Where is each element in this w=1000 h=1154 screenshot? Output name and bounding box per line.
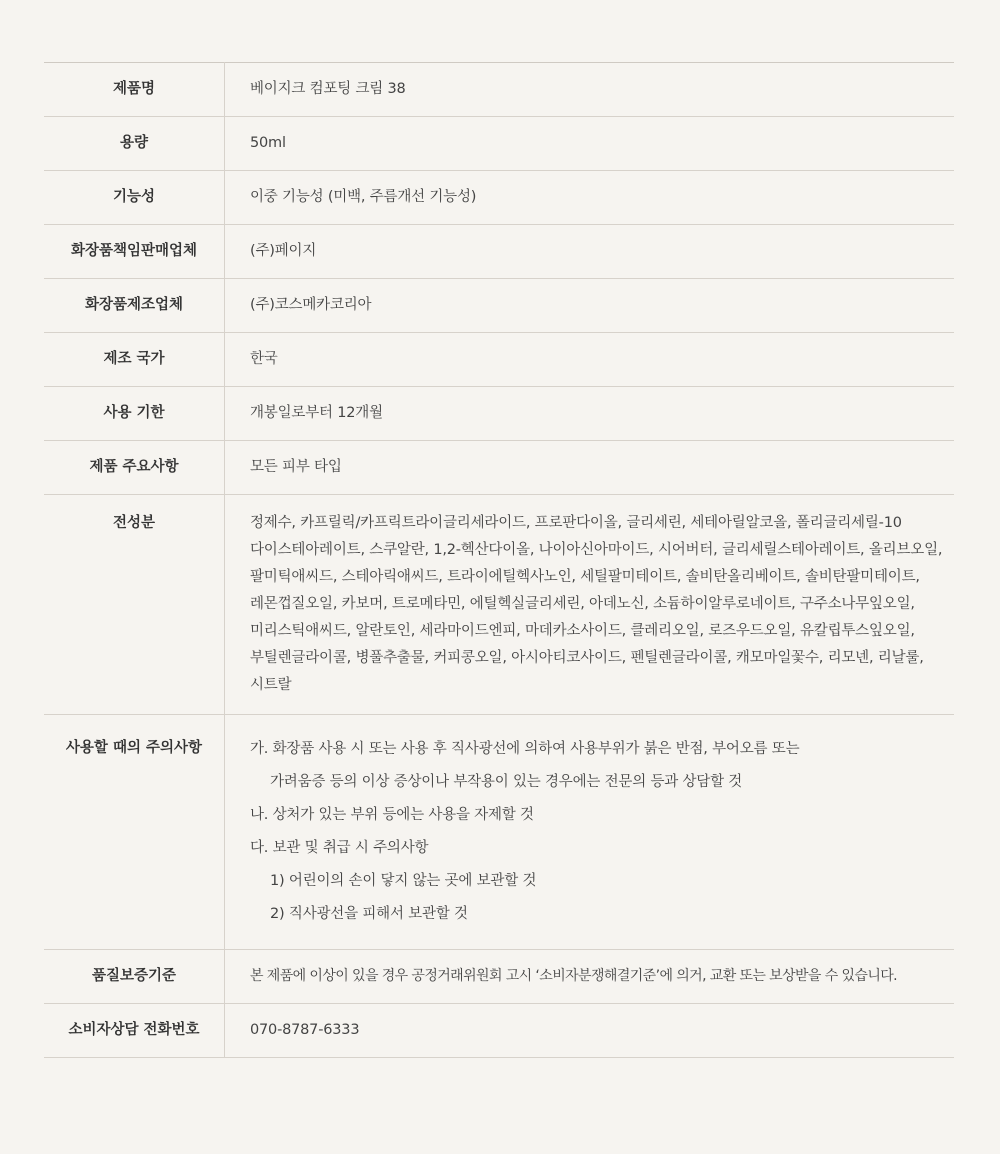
caution-line: 2) 직사광선을 피해서 보관할 것 xyxy=(270,906,468,922)
row-volume xyxy=(44,117,954,171)
caution-line: 나. 상처가 있는 부위 등에는 사용을 자제할 것 xyxy=(250,807,534,823)
label-volume: 용량 xyxy=(44,117,225,171)
value-quality: 본 제품에 이상이 있을 경우 공정거래위원회 고시 ‘소비자분쟁해결기준’에 의거, 교환 또는 보상받을 수 있습니다. xyxy=(225,950,955,1004)
label-product-name: 제품명 xyxy=(44,63,225,117)
value-expiry: 개봉일로부터 12개월 xyxy=(225,387,955,441)
label-country: 제조 국가 xyxy=(44,333,225,387)
row-country xyxy=(44,333,954,387)
caution-line: 가려움증 등의 이상 증상이나 부작용이 있는 경우에는 전문의 등과 상담할 것 xyxy=(270,774,743,790)
value-caution xyxy=(225,715,955,950)
value-volume: 50ml xyxy=(225,117,955,171)
label-seller: 화장품책임판매업체 xyxy=(44,225,225,279)
row-quality xyxy=(44,950,954,1004)
caution-line: 1) 어린이의 손이 닿지 않는 곳에 보관할 것 xyxy=(270,873,537,889)
row-ingredients xyxy=(44,495,954,715)
caution-line: 다. 보관 및 취급 시 주의사항 xyxy=(250,840,429,856)
value-product-name: 베이지크 컴포팅 크림 38 xyxy=(225,63,955,117)
value-seller: (주)페이지 xyxy=(225,225,955,279)
caution-line: 가. 화장품 사용 시 또는 사용 후 직사광선에 의하여 사용부위가 붉은 반점, 부어오름 또는 xyxy=(250,741,800,757)
value-country: 한국 xyxy=(225,333,955,387)
row-skin-type xyxy=(44,441,954,495)
label-quality: 품질보증기준 xyxy=(44,950,225,1004)
product-info-table xyxy=(44,62,954,1058)
ingredients-line: 다이스테아레이트, 스쿠알란, 1,2-헥산다이올, 나이아신아마이드, 시어버터, 글리세릴스테아레이트, 올리브오일, xyxy=(250,542,943,558)
ingredients-line: 시트랄 xyxy=(250,677,292,693)
ingredients-line: 미리스틱애씨드, 알란토인, 세라마이드엔피, 마데카소사이드, 클레리오일, 로즈우드오일, 유칼립투스잎오일, xyxy=(250,623,915,639)
row-expiry xyxy=(44,387,954,441)
ingredients-line: 정제수, 카프릴릭/카프릭트라이글리세라이드, 프로판다이올, 글리세린, 세테아릴알코올, 폴리글리세릴-10 xyxy=(250,515,902,531)
value-function: 이중 기능성 (미백, 주름개선 기능성) xyxy=(225,171,955,225)
ingredients-line: 레몬껍질오일, 카보머, 트로메타민, 에틸헥실글리세린, 아데노신, 소듐하이알루로네이트, 구주소나무잎오일, xyxy=(250,596,915,612)
label-expiry: 사용 기한 xyxy=(44,387,225,441)
row-product-name xyxy=(44,63,954,117)
ingredients-line: 부틸렌글라이콜, 병풀추출물, 커피콩오일, 아시아티코사이드, 펜틸렌글라이콜, 캐모마일꽃수, 리모넨, 리날룰, xyxy=(250,650,924,666)
label-phone: 소비자상담 전화번호 xyxy=(44,1004,225,1058)
value-skin-type: 모든 피부 타입 xyxy=(225,441,955,495)
label-function: 기능성 xyxy=(44,171,225,225)
ingredients-line: 팔미틱애씨드, 스테아릭애씨드, 트라이에틸헥사노인, 세틸팔미테이트, 솔비탄올리베이트, 솔비탄팔미테이트, xyxy=(250,569,920,585)
row-manufacturer xyxy=(44,279,954,333)
row-phone xyxy=(44,1004,954,1058)
label-ingredients: 전성분 xyxy=(44,495,225,715)
row-function xyxy=(44,171,954,225)
label-manufacturer: 화장품제조업체 xyxy=(44,279,225,333)
value-phone: 070-8787-6333 xyxy=(225,1004,955,1058)
row-seller xyxy=(44,225,954,279)
label-caution: 사용할 때의 주의사항 xyxy=(44,715,225,950)
row-caution xyxy=(44,715,954,950)
label-skin-type: 제품 주요사항 xyxy=(44,441,225,495)
value-ingredients xyxy=(225,495,955,715)
value-manufacturer: (주)코스메카코리아 xyxy=(225,279,955,333)
